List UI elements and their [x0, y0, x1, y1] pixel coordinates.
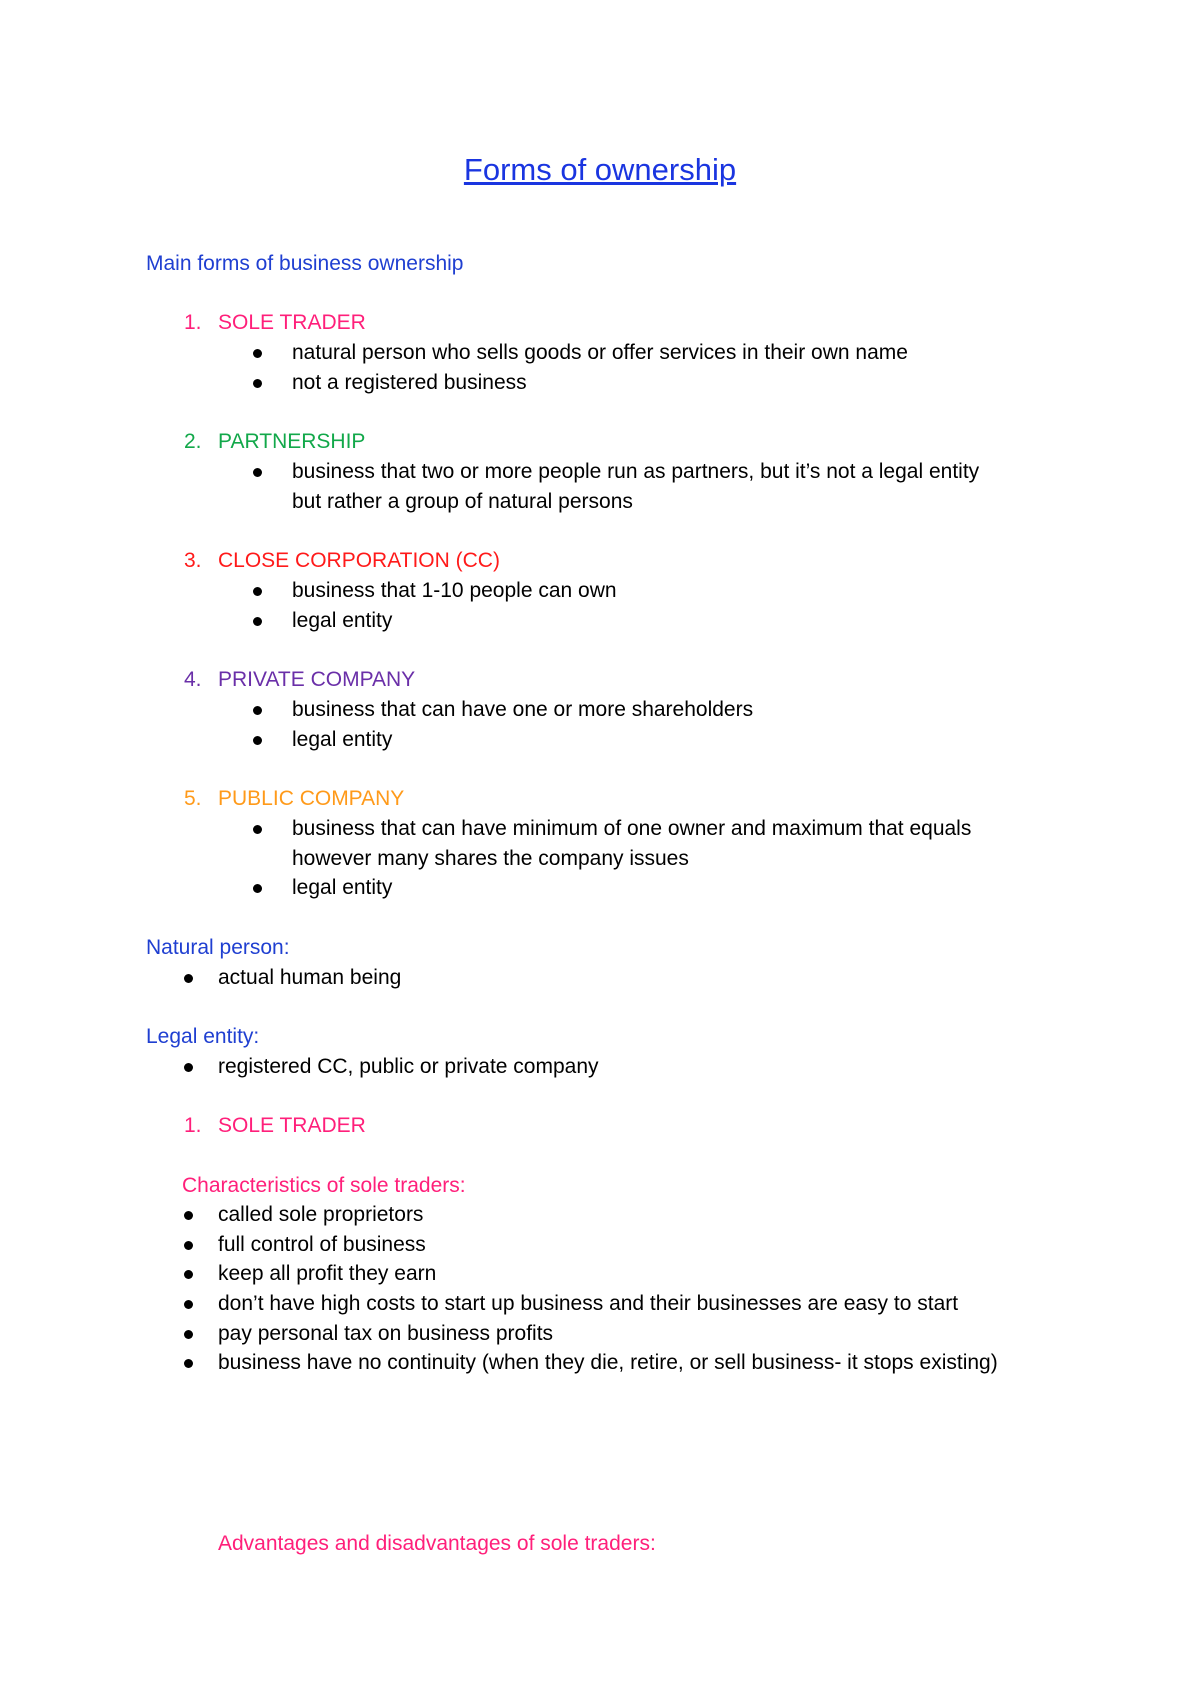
list-item: called sole proprietors — [218, 1203, 424, 1226]
bullet-icon — [253, 617, 262, 626]
list-item: keep all profit they earn — [218, 1262, 437, 1285]
bullet-icon — [253, 349, 262, 358]
sole-trader-section-heading: SOLE TRADER — [218, 1114, 366, 1137]
form-name-partnership: PARTNERSHIP — [218, 430, 366, 453]
list-item: legal entity — [292, 609, 393, 632]
bullet-icon — [184, 1241, 193, 1250]
list-item: not a registered business — [292, 371, 527, 394]
page-title: Forms of ownership — [463, 152, 737, 187]
list-number: 4. — [184, 668, 202, 691]
form-name-private-company: PRIVATE COMPANY — [218, 668, 416, 691]
list-item: legal entity — [292, 876, 393, 899]
list-item: full control of business — [218, 1233, 426, 1256]
bullet-icon — [184, 1330, 193, 1339]
bullet-icon — [184, 1270, 193, 1279]
list-item: business that 1-10 people can own — [292, 579, 617, 602]
list-number: 2. — [184, 430, 202, 453]
legal-entity-heading: Legal entity: — [146, 1025, 260, 1048]
form-name-sole-trader: SOLE TRADER — [218, 311, 366, 334]
bullet-icon — [253, 706, 262, 715]
bullet-icon — [253, 587, 262, 596]
advantages-heading: Advantages and disadvantages of sole traders: — [218, 1532, 656, 1555]
bullet-icon — [184, 1359, 193, 1368]
characteristics-heading: Characteristics of sole traders: — [182, 1174, 466, 1197]
list-item: business that can have one or more shareholders — [292, 698, 754, 721]
list-number: 1. — [184, 311, 202, 334]
list-item-continuation: however many shares the company issues — [292, 847, 689, 870]
form-name-close-corporation: CLOSE CORPORATION (CC) — [218, 549, 500, 572]
main-forms-heading: Main forms of business ownership — [146, 252, 464, 275]
bullet-icon — [184, 1300, 193, 1309]
list-item: business that can have minimum of one owner and maximum that equals — [292, 817, 972, 840]
list-number: 3. — [184, 549, 202, 572]
list-item-continuation: but rather a group of natural persons — [292, 490, 633, 513]
natural-person-heading: Natural person: — [146, 936, 290, 959]
bullet-icon — [184, 1063, 193, 1072]
bullet-icon — [253, 825, 262, 834]
bullet-icon — [253, 468, 262, 477]
list-item: business that two or more people run as partners, but it’s not a legal entity — [292, 460, 980, 483]
list-number: 5. — [184, 787, 202, 810]
list-number: 1. — [184, 1114, 202, 1137]
list-item: pay personal tax on business profits — [218, 1322, 554, 1345]
bullet-icon — [253, 884, 262, 893]
form-name-public-company: PUBLIC COMPANY — [218, 787, 405, 810]
list-item: legal entity — [292, 728, 393, 751]
bullet-icon — [184, 974, 193, 983]
bullet-icon — [253, 736, 262, 745]
list-item: natural person who sells goods or offer services in their own name — [292, 341, 908, 364]
list-item: don’t have high costs to start up business and their businesses are easy to start — [218, 1292, 959, 1315]
list-item: registered CC, public or private company — [218, 1055, 599, 1078]
bullet-icon — [184, 1211, 193, 1220]
list-item: business have no continuity (when they die, retire, or sell business- it stops existing) — [218, 1351, 998, 1374]
bullet-icon — [253, 379, 262, 388]
list-item: actual human being — [218, 966, 402, 989]
